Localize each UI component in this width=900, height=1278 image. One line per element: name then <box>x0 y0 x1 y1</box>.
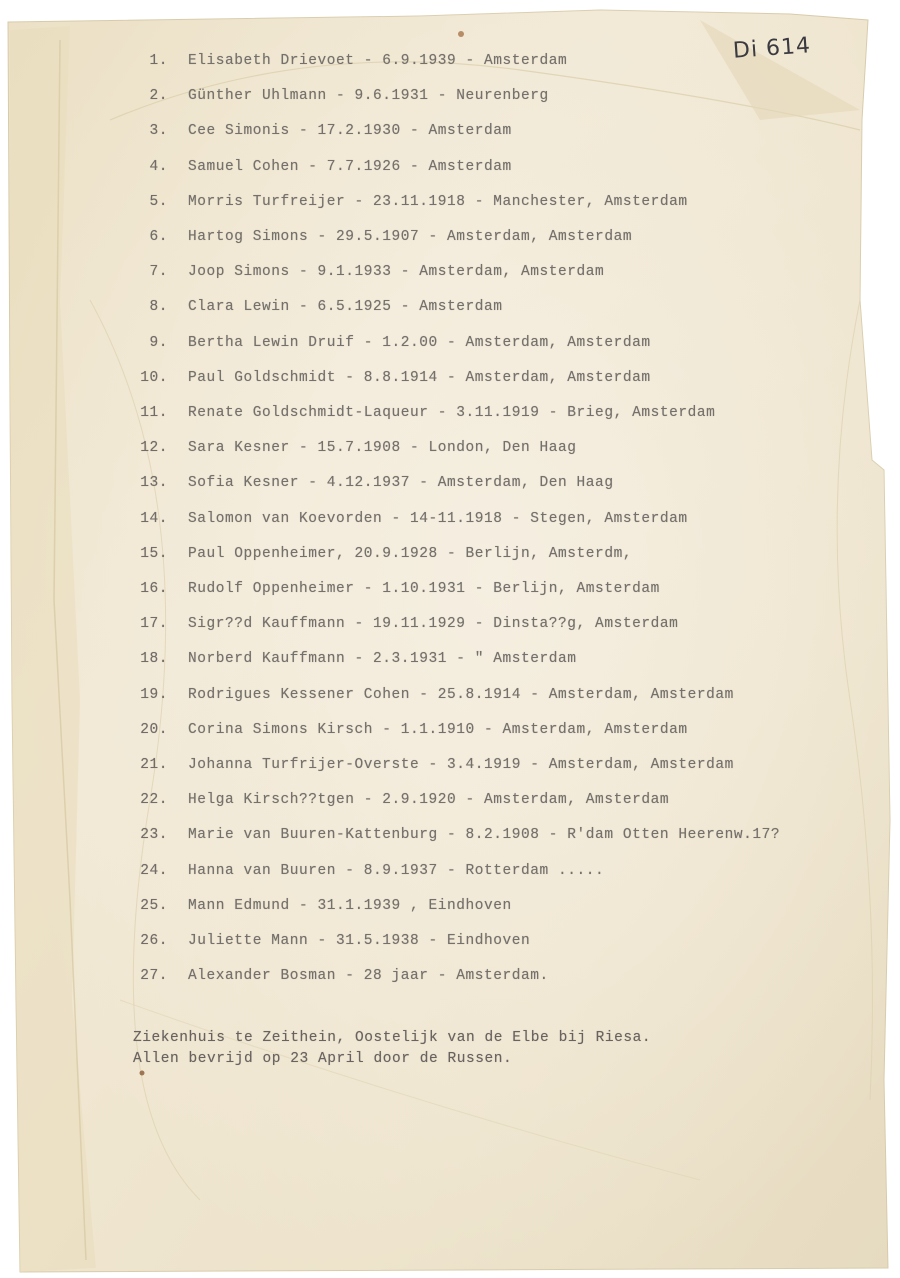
entry-text: Marie van Buuren-Kattenburg - 8.2.1908 - R'dam Otten Heerenw.17? <box>188 827 781 843</box>
entry-number: 18. <box>140 651 168 667</box>
footer-location: Ziekenhuis te Zeithein, Oostelijk van de Elbe bij Riesa. <box>133 1030 652 1046</box>
list-item <box>0 400 900 426</box>
list-item <box>0 893 900 919</box>
entry-number: 2. <box>149 88 168 104</box>
list-item <box>0 506 900 532</box>
entry-number: 7. <box>149 264 168 280</box>
entry-text: Hanna van Buuren - 8.9.1937 - Rotterdam ..... <box>188 863 605 879</box>
entry-text: Elisabeth Drievoet - 6.9.1939 - Amsterdam <box>188 53 568 69</box>
list-item <box>0 259 900 285</box>
entry-number: 19. <box>140 687 168 703</box>
entry-number: 23. <box>140 827 168 843</box>
list-item <box>0 365 900 391</box>
entry-text: Joop Simons - 9.1.1933 - Amsterdam, Amsterdam <box>188 264 605 280</box>
list-item <box>0 470 900 496</box>
entry-number: 13. <box>140 475 168 491</box>
list-item <box>0 752 900 778</box>
entry-number: 12. <box>140 440 168 456</box>
entry-text: Helga Kirsch??tgen - 2.9.1920 - Amsterdam, Amsterdam <box>188 792 670 808</box>
list-item <box>0 576 900 602</box>
entry-number: 20. <box>140 722 168 738</box>
entry-number: 22. <box>140 792 168 808</box>
entry-number: 21. <box>140 757 168 773</box>
list-item <box>0 154 900 180</box>
entry-text: Günther Uhlmann - 9.6.1931 - Neurenberg <box>188 88 549 104</box>
entry-text: Alexander Bosman - 28 jaar - Amsterdam. <box>188 968 549 984</box>
entry-number: 25. <box>140 898 168 914</box>
entry-number: 17. <box>140 616 168 632</box>
list-item <box>0 224 900 250</box>
entry-number: 6. <box>149 229 168 245</box>
list-item <box>0 541 900 567</box>
list-item <box>0 118 900 144</box>
list-item <box>0 928 900 954</box>
entry-text: Bertha Lewin Druif - 1.2.00 - Amsterdam, Amsterdam <box>188 335 651 351</box>
entry-number: 26. <box>140 933 168 949</box>
entry-text: Cee Simonis - 17.2.1930 - Amsterdam <box>188 123 512 139</box>
list-item <box>0 682 900 708</box>
entry-text: Hartog Simons - 29.5.1907 - Amsterdam, Amsterdam <box>188 229 633 245</box>
list-item <box>0 48 900 74</box>
list-item <box>0 963 900 989</box>
entry-number: 24. <box>140 863 168 879</box>
entry-text: Sofia Kesner - 4.12.1937 - Amsterdam, Den Haag <box>188 475 614 491</box>
entry-number: 5. <box>149 194 168 210</box>
entry-number: 10. <box>140 370 168 386</box>
entry-text: Samuel Cohen - 7.7.1926 - Amsterdam <box>188 159 512 175</box>
entry-number: 15. <box>140 546 168 562</box>
entry-text: Paul Goldschmidt - 8.8.1914 - Amsterdam, Amsterdam <box>188 370 651 386</box>
list-item <box>0 717 900 743</box>
entry-text: Renate Goldschmidt-Laqueur - 3.11.1919 - Brieg, Amsterdam <box>188 405 716 421</box>
list-item <box>0 330 900 356</box>
entry-text: Norberd Kauffmann - 2.3.1931 - " Amsterdam <box>188 651 577 667</box>
entry-text: Morris Turfreijer - 23.11.1918 - Manchester, Amsterdam <box>188 194 688 210</box>
entry-text: Mann Edmund - 31.1.1939 , Eindhoven <box>188 898 512 914</box>
entry-number: 16. <box>140 581 168 597</box>
entry-number: 1. <box>149 53 168 69</box>
entry-text: Rudolf Oppenheimer - 1.10.1931 - Berlijn, Amsterdam <box>188 581 660 597</box>
list-item <box>0 189 900 215</box>
list-item <box>0 822 900 848</box>
archive-reference: Di 614 <box>732 33 812 64</box>
entry-text: Clara Lewin - 6.5.1925 - Amsterdam <box>188 299 503 315</box>
entry-number: 3. <box>149 123 168 139</box>
list-item <box>0 646 900 672</box>
list-item <box>0 294 900 320</box>
list-item <box>0 611 900 637</box>
entry-text: Sara Kesner - 15.7.1908 - London, Den Haag <box>188 440 577 456</box>
entry-text: Corina Simons Kirsch - 1.1.1910 - Amsterdam, Amsterdam <box>188 722 688 738</box>
entry-text: Sigr??d Kauffmann - 19.11.1929 - Dinsta??g, Amsterdam <box>188 616 679 632</box>
entry-number: 27. <box>140 968 168 984</box>
entry-text: Rodrigues Kessener Cohen - 25.8.1914 - Amsterdam, Amsterdam <box>188 687 734 703</box>
list-item <box>0 435 900 461</box>
list-item <box>0 83 900 109</box>
entry-text: Paul Oppenheimer, 20.9.1928 - Berlijn, Amsterdm, <box>188 546 633 562</box>
entry-text: Johanna Turfrijer-Overste - 3.4.1919 - Amsterdam, Amsterdam <box>188 757 734 773</box>
entry-number: 8. <box>149 299 168 315</box>
entry-number: 14. <box>140 511 168 527</box>
entry-number: 11. <box>140 405 168 421</box>
entry-number: 4. <box>149 159 168 175</box>
entry-text: Salomon van Koevorden - 14-11.1918 - Stegen, Amsterdam <box>188 511 688 527</box>
list-item <box>0 858 900 884</box>
entry-text: Juliette Mann - 31.5.1938 - Eindhoven <box>188 933 531 949</box>
entry-number: 9. <box>149 335 168 351</box>
footer-liberation-note: Allen bevrijd op 23 April door de Russen. <box>133 1051 513 1067</box>
list-item <box>0 787 900 813</box>
